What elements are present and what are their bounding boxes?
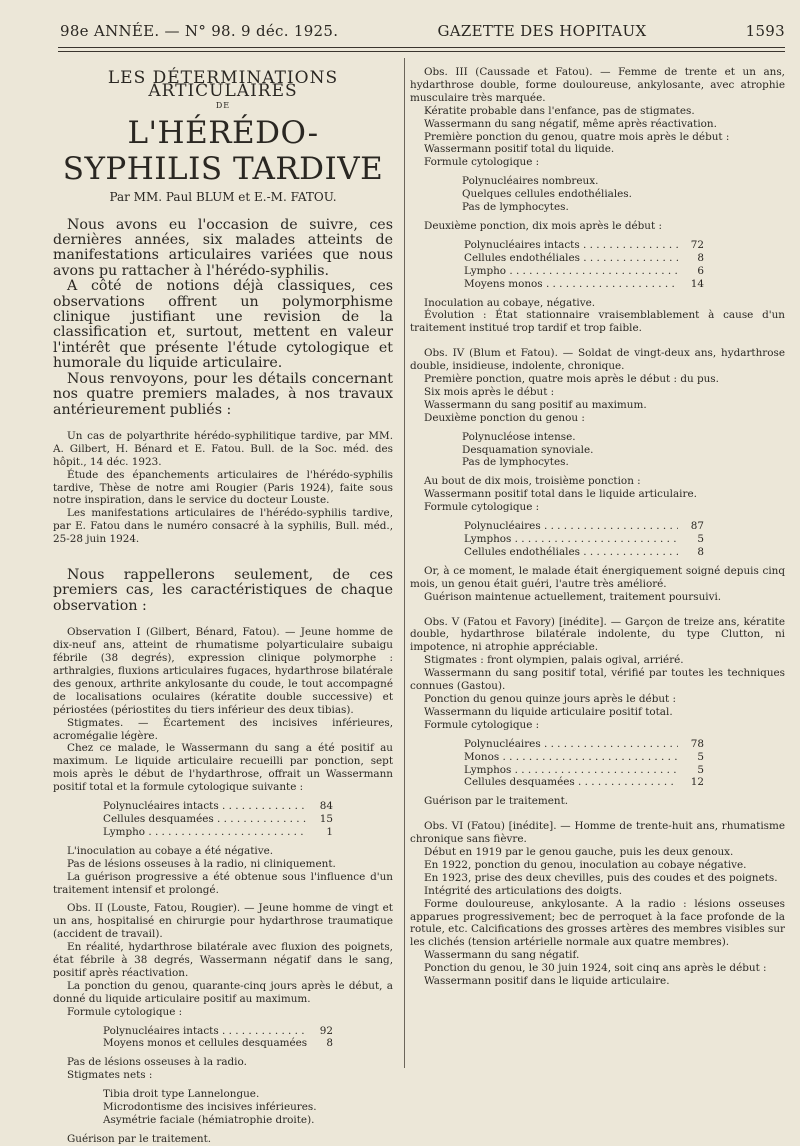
observation-1-paragraph: Chez ce malade, le Wassermann du sang a été positif au maximum. Le liquide articulaire recueilli par ponction, sept mois après le début de l'hydarthrose, offrait un Wassermann positif total et la formule cytologique suivante : <box>53 742 393 794</box>
table-row: Lymphos . . . 5 <box>464 533 704 546</box>
running-header <box>60 22 785 46</box>
observation-6-line: En 1923, prise des deux chevilles, puis des coudes et des poignets. <box>424 871 778 884</box>
table-row: Polynucléaires intacts . . . 72 <box>464 239 704 252</box>
table-row: Lympho . . . 6 <box>464 265 704 278</box>
intro-paragraph: Nous avons eu l'occasion de suivre, ces dernières années, six malades atteints de manifestations articulaires variées que nous avons pu rattacher à l'hérédo-syphilis. <box>53 216 393 279</box>
header-page-number: 1593 <box>745 22 785 40</box>
reference-2: Étude des épanchements articulaires de l'hérédo-syphilis tardive, Thèse de notre ami Rougier (Paris 1924), faite sous notre inspiration, dans le service du docteur Louste. <box>53 468 393 507</box>
cytology-list-obs3 <box>462 175 785 214</box>
observation-6-line: En 1922, ponction du genou, inoculation au cobaye négative. <box>424 858 747 871</box>
observation-1-line: La guérison progressive a été obtenue sous l'influence d'un traitement intensif et prolongé. <box>53 870 393 896</box>
observation-4-line: Au bout de dix mois, troisième ponction : <box>424 475 641 488</box>
cytology-table-obs2 <box>103 1025 333 1051</box>
reference-3: Les manifestations articulaires de l'hérédo-syphilis tardive, par E. Fatou dans le numéro consacré à la syphilis, Bull. méd., 25-28 juin 1924. <box>53 507 393 546</box>
article-title-line1: LES DÉTERMINATIONS ARTICULAIRES <box>107 68 339 101</box>
observation-2-paragraph: En réalité, hydarthrose bilatérale avec fluxion des poignets, état fébrile à 38 degrés, Wassermann négatif dans le sang, positif après réactivation. <box>53 941 393 979</box>
header-issue: 98e ANNÉE. — N° 98. 9 déc. 1925. <box>60 22 339 40</box>
cytology-list-obs4 <box>462 431 785 470</box>
header-journal-title: GAZETTE DES HOPITAUX <box>437 22 647 40</box>
list-item: Pas de lymphocytes. <box>462 456 569 469</box>
observation-5-line: Wassermann du liquide articulaire positif total. <box>424 705 673 718</box>
table-row: Moyens monos . . . 14 <box>464 278 704 291</box>
reference-1: Un cas de polyarthrite hérédo-syphilitique tardive, par MM. A. Gilbert, H. Bénard et E. Fatou. Bull. de la Soc. méd. des hôpit., 14 déc. 1923. <box>53 429 393 468</box>
table-row: Lympho . . . 1 <box>103 826 333 839</box>
table-row: Polynucléaires intacts . . . 92 <box>103 1025 333 1038</box>
observation-6-line: Ponction du genou, le 30 juin 1924, soit cinq ans après le début : <box>424 962 767 975</box>
recall-paragraph: Nous rappellerons seulement, de ces premiers cas, les caractéristiques de chaque observation : <box>53 567 393 614</box>
observation-3-line: Wassermann du sang négatif, même après réactivation. <box>424 117 717 130</box>
table-row: Monos . . . 5 <box>464 751 704 764</box>
header-rule-top <box>58 47 785 48</box>
cytology-table-obs1 <box>103 800 333 839</box>
observation-3-line: Évolution : État stationnaire vraisemblablement à cause d'un traitement institué trop tardif et trop faible. <box>410 309 785 335</box>
right-column <box>410 66 785 988</box>
observation-6-line: Intégrité des articulations des doigts. <box>424 884 623 897</box>
cytology-table-obs3 <box>464 239 704 291</box>
observation-2-line: Pas de lésions osseuses à la radio. <box>67 1056 247 1069</box>
introduction <box>53 218 393 418</box>
left-column <box>53 66 393 1146</box>
list-item: Pas de lymphocytes. <box>462 201 569 214</box>
header-rule-bottom <box>58 51 785 52</box>
observation-5-line: Wassermann du sang positif total, vérifié par toutes les techniques connues (Gastou). <box>410 667 785 693</box>
observation-3-line: Première ponction du genou, quatre mois après le début : <box>424 130 730 143</box>
observation-3-line: Inoculation au cobaye, négative. <box>424 296 596 309</box>
list-item: Polynucléaires nombreux. <box>462 175 599 188</box>
observation-5: Obs. V (Fatou et Favory) [inédite]. — Garçon de treize ans, kératite double, hydarthrose bilatérale indolente, du type Clutton, ni impotence, ni atrophie appréciable. <box>410 615 785 654</box>
observation-6-line: Forme douloureuse, ankylosante. A la radio : lésions osseuses apparues progressivement; bec de perroquet à la face profonde de la rotule, etc. Calcifications des grosses artères des membres visibles sur les clichés (tension artérielle normale aux quatre membres). <box>410 897 785 949</box>
observation-6: Obs. VI (Fatou) [inédite]. — Homme de trente-huit ans, rhumatisme chronique sans fièvre. <box>410 820 785 846</box>
observation-5-line: Guérison par le traitement. <box>424 795 569 808</box>
article-title-line2: L'HÉRÉDO-SYPHILIS TARDIVE <box>62 114 384 187</box>
table-row: Polynucléaires . . . 87 <box>464 520 704 533</box>
observation-1: Observation I (Gilbert, Bénard, Fatou). — Jeune homme de dix-neuf ans, atteint de rhumatisme polyarticulaire subaigu fébrile (38 degrés), expression clinique polymorphe : arthralgies, fluxions articulaires fugaces, hydarthrose bilatérale des genoux, arthrite ankylosante du coude, le tout accompagné de localisations oculaires (kératite double successive) et périostées (périostites du tiers inférieur des deux tibias). <box>53 626 393 716</box>
observation-6-line: Wassermann du sang négatif. <box>424 949 580 962</box>
observation-6-line: Début en 1919 par le genou gauche, puis les deux genoux. <box>424 846 734 859</box>
intro-paragraph: A côté de notions déjà classiques, ces observations offrent un polymorphisme clinique justifiant une revision de la classification et, surtout, mettent en valeur l'intérêt que présente l'étude cytologique et humorale du liquide articulaire. <box>53 278 393 372</box>
list-item: Quelques cellules endothéliales. <box>462 188 632 201</box>
table-row: Cellules endothéliales . . . 8 <box>464 252 704 265</box>
table-row: Lymphos . . . 5 <box>464 764 704 777</box>
observation-3-line: Deuxième ponction, dix mois après le début : <box>424 219 662 232</box>
table-row: Cellules desquamées . . . 12 <box>464 776 704 789</box>
column-divider <box>404 58 405 1068</box>
observation-1-line: Pas de lésions osseuses à la radio, ni cliniquement. <box>67 857 336 870</box>
observation-4-line: Deuxième ponction du genou : <box>424 411 585 424</box>
observation-4-line: Wassermann positif total dans le liquide articulaire. <box>424 488 697 501</box>
cytology-table-obs4 <box>464 520 704 559</box>
observation-3-line: Kératite probable dans l'enfance, pas de stigmates. <box>424 104 695 117</box>
list-item: Polynucléose intense. <box>462 430 576 443</box>
list-item: Asymétrie faciale (hémiatrophie droite). <box>103 1114 315 1126</box>
observation-4-line: Six mois après le début : <box>424 385 555 398</box>
observation-5-line: Ponction du genou quinze jours après le début : <box>424 692 677 705</box>
list-item: Microdontisme des incisives inférieures. <box>103 1101 317 1114</box>
observation-2-end: Guérison par le traitement. <box>67 1132 212 1145</box>
stigmates-list <box>103 1088 393 1127</box>
list-item: Desquamation synoviale. <box>462 443 594 456</box>
observation-3-line: Wassermann positif total du liquide. <box>424 143 615 156</box>
table-row: Cellules endothéliales . . . 8 <box>464 546 704 559</box>
article-title-de: DE <box>215 100 231 110</box>
table-row: Polynucléaires intacts . . . 84 <box>103 800 333 813</box>
table-row: Cellules desquamées . . . 15 <box>103 813 333 826</box>
intro-paragraph: Nous renvoyons, pour les détails concernant nos quatre premiers malades, à nos travaux antérieurement publiés : <box>53 370 393 418</box>
observation-3: Obs. III (Caussade et Fatou). — Femme de trente et un ans, hydarthrose double, forme douloureuse, ankylosante, avec atrophie musculaire très marquée. <box>410 66 785 104</box>
observation-5-line: Formule cytologique : <box>424 718 540 731</box>
observation-2-paragraph: Formule cytologique : <box>67 1005 183 1018</box>
observation-2-paragraph: La ponction du genou, quarante-cinq jours après le début, a donné du liquide articulaire positif au maximum. <box>53 979 393 1005</box>
observation-5-line: Stigmates : front olympien, palais ogival, arriéré. <box>424 654 684 667</box>
observation-4: Obs. IV (Blum et Fatou). — Soldat de vingt-deux ans, hydarthrose double, insidieuse, indolente, chronique. <box>410 347 785 373</box>
article-authors: Par MM. Paul BLUM et E.-M. FATOU. <box>109 189 337 204</box>
observation-4-line: Première ponction, quatre mois après le début : du pus. <box>424 373 719 386</box>
observation-3-line: Formule cytologique : <box>424 156 540 169</box>
observation-1-line: L'inoculation au cobaye a été négative. <box>67 844 274 857</box>
observation-1-stigmates: Stigmates. — Écartement des incisives inférieures, acromégalie légère. <box>53 716 393 742</box>
table-row: Polynucléaires . . . 78 <box>464 738 704 751</box>
observation-2: Obs. II (Louste, Fatou, Rougier). — Jeune homme de vingt et un ans, hospitalisé en chirurgie pour hydarthrose traumatique (accident de travail). <box>53 902 393 941</box>
observation-4-line: Or, à ce moment, le malade était énergiquement soigné depuis cinq mois, un genou était guéri, l'autre très amélioré. <box>410 564 785 590</box>
observation-6-line: Wassermann positif dans le liquide articulaire. <box>424 975 670 988</box>
observation-4-line: Guérison maintenue actuellement, traitement poursuivi. <box>424 590 722 603</box>
list-item: Tibia droit type Lannelongue. <box>103 1088 260 1101</box>
table-row: Moyens monos et cellules desquamées . . . 8 <box>103 1037 333 1050</box>
observation-4-line: Wassermann du sang positif au maximum. <box>424 398 647 411</box>
observation-4-line: Formule cytologique : <box>424 501 540 514</box>
observation-2-line: Stigmates nets : <box>67 1069 153 1082</box>
cytology-table-obs5 <box>464 738 704 790</box>
